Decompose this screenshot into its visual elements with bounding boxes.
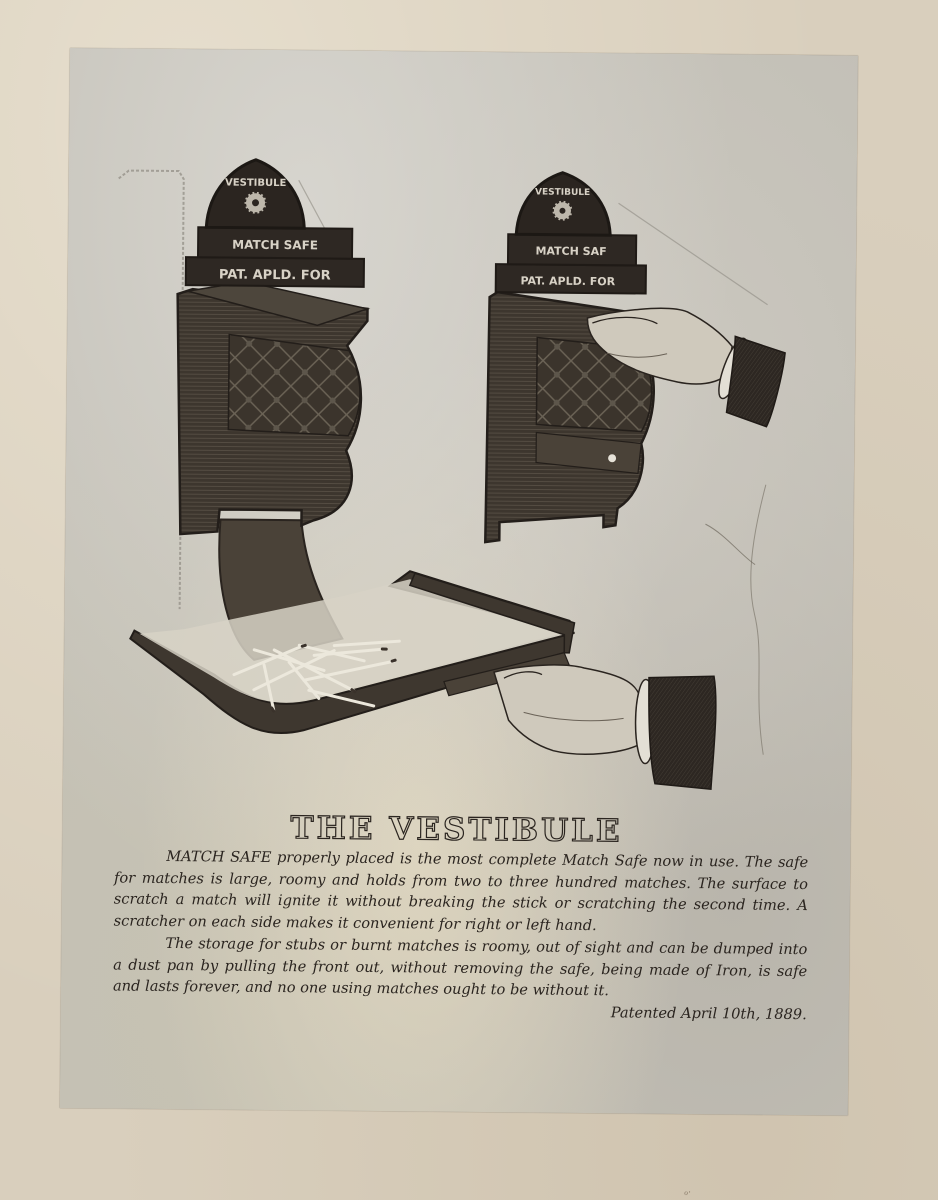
advertisement-print xyxy=(60,48,858,1116)
patent-date: Patented April 10th, 1889. xyxy=(610,1004,807,1024)
left-safe-band-label: MATCH SAFE xyxy=(232,237,319,253)
advert-paragraph-2 xyxy=(112,932,808,1024)
advert-headline: THE VESTIBULE xyxy=(290,810,623,850)
right-safe-base-label: PAT. APLD. FOR xyxy=(520,274,616,289)
advert-paragraph-1: MATCH SAFE properly placed is the most complete Match Safe now in use. The safe for matches is large, roomy and holds from two to three hundred matches. The surface to scratch a match will ignite it without breaking the stick or scratching the second time. A scratcher on each side makes it convenient for right or left hand. xyxy=(113,847,809,935)
right-safe-band-label: MATCH SAF xyxy=(535,244,607,259)
left-safe-base-label: PAT. APLD. FOR xyxy=(218,267,331,284)
hand-holding-dust-pan xyxy=(493,664,716,789)
advert-body xyxy=(113,845,809,1025)
right-safe-arch-label: VESTIBULE xyxy=(535,187,591,198)
mount-pencil-mark: ℴ· xyxy=(684,1188,692,1198)
advert-paragraph-2-text: The storage for stubs or burnt matches is roomy, out of sight and can be dumped into a dust pan by pulling the front out, without removing the safe, being made of Iron, is safe and lasts forever, and no one using matches ought to be without it. xyxy=(112,934,808,1000)
left-safe-arch-label: VESTIBULE xyxy=(225,177,287,190)
match-safe-illustration xyxy=(63,48,858,816)
left-match-safe xyxy=(174,159,369,661)
